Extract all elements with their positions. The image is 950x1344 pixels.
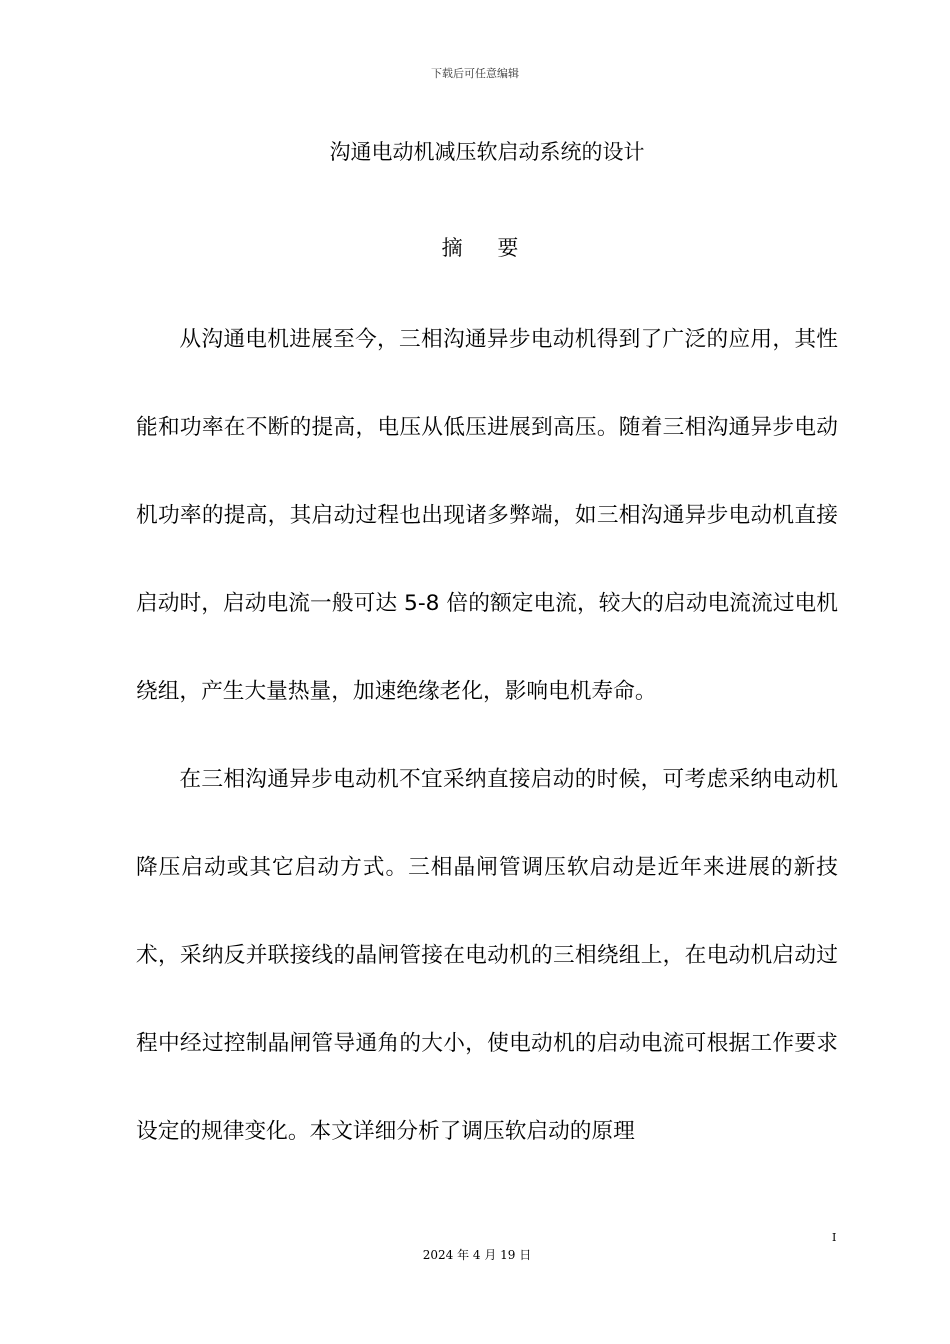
header-note: 下载后可任意编辑 (431, 67, 519, 80)
page-number: I (832, 1231, 837, 1244)
abstract-body (136, 296, 838, 1176)
abstract-heading: 摘 要 (441, 236, 533, 260)
footer-date: 2024 年 4 月 19 日 (422, 1248, 532, 1262)
abstract-paragraph: 从沟通电机进展至今，三相沟通异步电动机得到了广泛的应用，其性能和功率在不断的提高，电压从低压进展到高压。随着三相沟通异步电动机功率的提高，其启动过程也出现诸多弊端，如三相沟通异步电动机直接启动时，启动电流一般可达 5-8 倍的额定电流，较大的启动电流流过电机绕组，产生大量热量，加速绝缘老化，影响电机寿命。 (136, 327, 838, 704)
document-title: 沟通电动机减压软启动系统的设计 (329, 140, 645, 164)
abstract-paragraph: 在三相沟通异步电动机不宜采纳直接启动的时候，可考虑采纳电动机降压启动或其它启动方式。三相晶闸管调压软启动是近年来进展的新技术，采纳反并联接线的晶闸管接在电动机的三相绕组上，在电动机启动过程中经过控制晶闸管导通角的大小，使电动机的启动电流可根据工作要求设定的规律变化。本文详细分析了调压软启动的原理 (136, 767, 838, 1144)
